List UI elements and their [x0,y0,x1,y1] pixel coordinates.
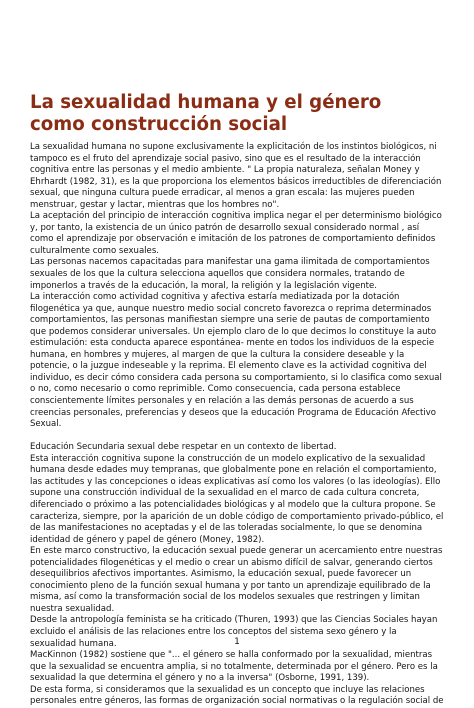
text-line: diferenciado o próximo a las potencialidades biológicas y al modelo que la cultura propone. Se [30,499,436,510]
text-line: que la sexualidad se encuentra amplia, si no totalmente, determinada por el género. Pero es la [30,661,438,672]
text-line: De esta forma, si consideramos que la sexualidad es un concepto que incluye las relaciones [30,684,425,695]
paragraph [30,142,448,211]
text-line: supone una construcción individual de la sexualidad en el marco de cada cultura concreta, [30,488,420,499]
text-line: creencias personales, preferencias y deseos que la educación Programa de Educación Afectivo [30,407,436,418]
text-line: La aceptación del principio de interacción cognitiva implica negar el per determinismo biológico [30,211,442,222]
page-number: 1 [234,637,240,647]
text-line: de las manifestaciones no aceptadas y el de las toleradas socialmente, lo que se denomina [30,523,423,534]
text-line: MacKinnon (1982) sostiene que "... el género se halla conformado por la sexualidad, mientras [30,650,433,661]
paragraph [30,546,448,615]
document-title [30,92,381,136]
text-line: imponerlos a través de la educación, la moral, la religión y la legislación vigente. [30,280,377,291]
title-line: La sexualidad humana y el género [30,92,382,113]
paragraph [30,292,448,431]
paragraph [30,211,448,257]
text-line: cognitiva entre las personas y el medio ambiente. " La propia naturaleza, señalan Money y [30,165,420,176]
text-line: sexual, que ninguna cultura puede erradicar, al menos a gran escala: las mujeres pueden [30,188,415,199]
paragraph [30,685,448,708]
text-line: comportamientos, las personas manifiestan siempre una serie de pautas de comportamiento [30,315,430,326]
text-line: conscientemente límites personales y en relación a las demás personas de acuerdo a sus [30,396,414,407]
paragraph [30,257,448,292]
text-line: desequilibrios afectivos importantes. Asimismo, la educación sexual, puede favorecer un [30,569,412,580]
text-line: filogenética ya que, aunque nuestro medio social concreto favorezca o reprima determinados [30,303,432,314]
text-line: tampoco es el fruto del aprendizaje social pasivo, sino que es el resultado de la interacción [30,153,421,164]
text-line: identidad de género y papel de género (Money, 1982). [30,534,265,545]
text-line: caracteriza, siempre, por la aparición de un doble código de comportamiento privado-público, el [30,511,444,522]
text-line: En este marco constructivo, la educación sexual puede generar un acercamiento entre nuestras [30,546,443,557]
text-line: La sexualidad humana no supone exclusivamente la explicitación de los instintos biológicos, ni [30,142,437,152]
text-line: sexualidad la que determina el género y no a la inversa" (Osborne, 1991, 139). [30,673,370,684]
text-line: y, por tanto, la existencia de un único patrón de desarrollo sexual considerado normal , así [30,222,420,233]
text-line: La interacción como actividad cognitiva y afectiva estaría mediatizada por la dotación [30,292,400,303]
text-line: estimulación: esta conducta aparece espontánea- mente en todos los individuos de la especie [30,338,435,349]
text-line: Las personas nacemos capacitadas para manifestar una gama ilimitada de comportamientos [30,257,430,268]
paragraph-gap [30,431,448,443]
paragraph [30,442,448,546]
text-line: personales entre géneros, las formas de organización social normativas o la regulación social de [30,696,444,707]
text-line: conocimiento pleno de la función sexual humana y por tanto un aprendizaje equilibrado de la [30,580,431,591]
text-line: Esta interacción cognitiva supone la construcción de un modelo explicativo de la sexualidad [30,453,426,464]
text-line: menstruar, gestar y lactar, mientras que los hombres no". [30,199,280,210]
paragraph [30,650,448,685]
text-line: nuestra sexualidad. [30,603,115,614]
text-line: excluido el análisis de las relaciones entre los conceptos del sistema sexo género y la [30,626,397,637]
text-line: misma, así como la transformación social de los modelos sexuales que restringen y limitan [30,592,420,603]
text-line: Sexual. [30,419,62,430]
text-line: que podemos considerar universales. Un ejemplo claro de lo que decimos lo constituye la auto [30,326,437,337]
text-line: Educación Secundaria sexual debe respetar en un contexto de libertad. [30,442,337,453]
text-line: potencialidades filogenéticas y el medio o crear un abismo difícil de salvar, generando ciertos [30,557,433,568]
text-line: sexuales de los que la cultura selecciona aquellos que considera normales, tratando de [30,269,405,280]
text-line: sexualidad humana. [30,638,117,649]
text-line: Desde la antropología feminista se ha criticado (Thuren, 1993) que las Ciencias Sociales hayan [30,615,438,626]
text-line: culturalmente como sexuales. [30,245,159,256]
text-line: Ehrhardt (1982, 31), es la que proporciona los elementos básicos irreductibles de diferenciación [30,176,442,187]
document-body [30,142,448,708]
text-line: humana, en hombres y mujeres, al margen de que la cultura la considere deseable y la [30,349,405,360]
text-line: humana desde edades muy tempranas, que globalmente pone en relación el comportamiento, [30,465,437,476]
text-line: individuo, es decir cómo considera cada persona su comportamiento, si lo clasifica como sexual [30,372,442,383]
text-line: o no, como necesario o como reprimible. Como consecuencia, cada persona establece [30,384,401,395]
text-line: las actitudes y las concepciones o ideas explicativas así como los valores (o las ideologías). Ello [30,476,441,487]
title-line: como construcción social [30,114,288,135]
text-line: potencie, o la juzgue indeseable y la reprima. El elemento clave es la actividad cognitiva del [30,361,427,372]
text-line: como el aprendizaje por observación e imitación de los patrones de comportamiento definidos [30,234,436,245]
